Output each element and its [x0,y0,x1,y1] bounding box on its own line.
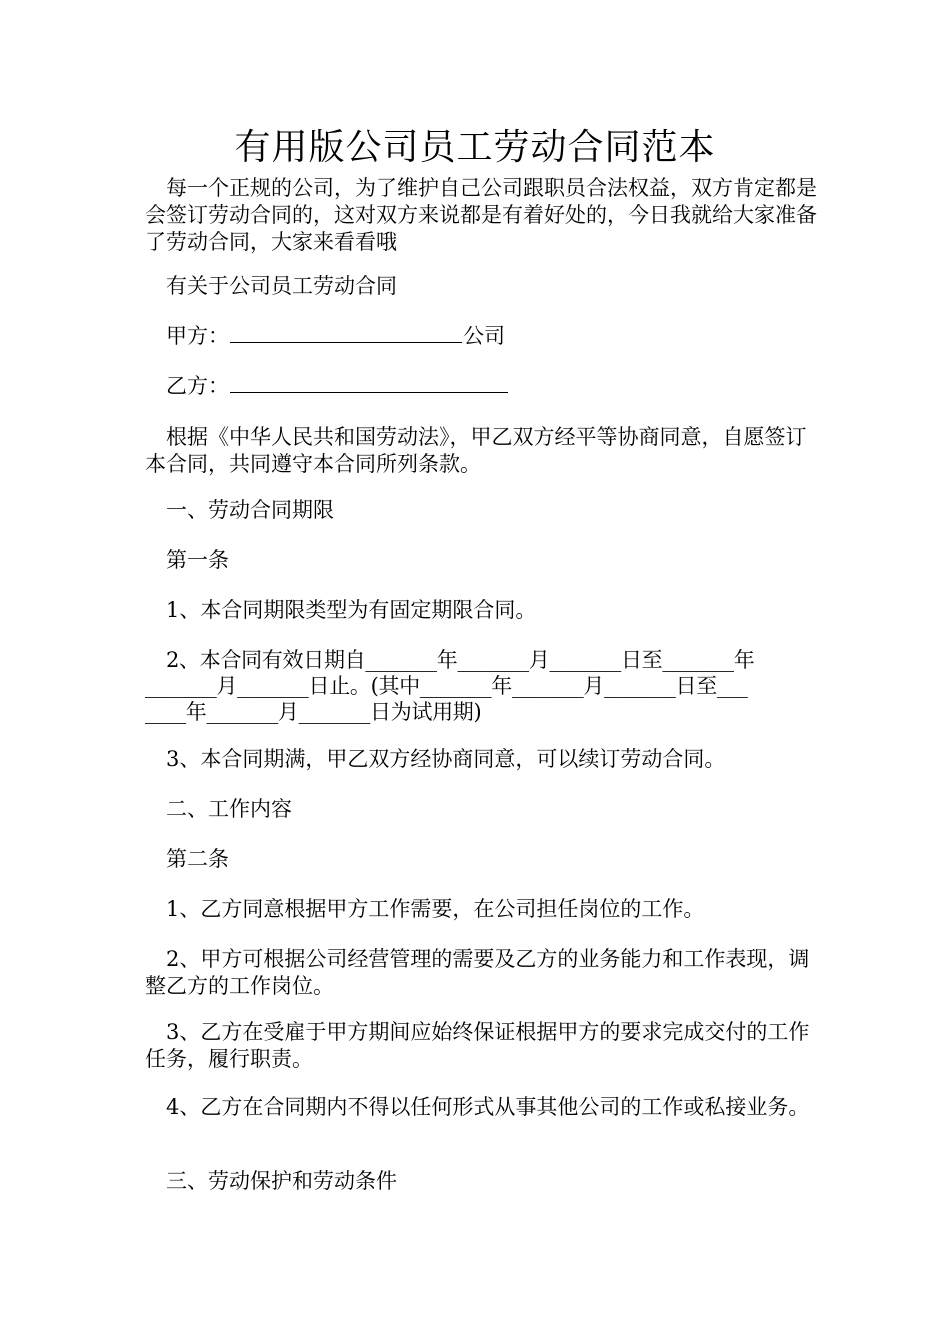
party-a-line [145,323,846,350]
article-2-item-4: 4、乙方在合同期内不得以任何形式从事其他公司的工作或私接业务。 [166,1095,810,1119]
contract-subtitle: 有关于公司员工劳动合同 [166,274,397,298]
article-1-item-2-line-1: 2、本合同有效日期自_______年_______月_______日至_______年 [166,648,755,672]
party-a-label: 甲方： [166,324,229,348]
party-b-line [145,373,846,400]
section-1-heading: 一、劳动合同期限 [166,498,334,522]
article-1-heading: 第一条 [166,548,229,572]
section-3-heading: 三、劳动保护和劳动条件 [166,1169,397,1193]
party-a-suffix: 公司 [463,324,505,348]
article-2-item-1: 1、乙方同意根据甲方工作需要，在公司担任岗位的工作。 [166,897,705,921]
party-a-blank [230,324,462,343]
article-1-item-1: 1、本合同期限类型为有固定期限合同。 [166,598,537,622]
section-2-heading: 二、工作内容 [166,797,292,821]
intro-paragraph: 每一个正规的公司，为了维护自己公司跟职员合法权益，双方肯定都是会签订劳动合同的，这对双方来说都是有着好处的，今日我就给大家准备了劳动合同，大家来看看哦 [145,176,817,254]
article-2-item-3: 3、乙方在受雇于甲方期间应始终保证根据甲方的要求完成交付的工作任务，履行职责。 [145,1020,810,1071]
article-1-item-3: 3、本合同期满，甲乙双方经协商同意，可以续订劳动合同。 [166,747,726,771]
article-2-item-2: 2、甲方可根据公司经营管理的需要及乙方的业务能力和工作表现，调整乙方的工作岗位。 [145,947,810,998]
article-1-item-2-line-3: ____年_______月_______日为试用期) [145,700,482,724]
basis-paragraph: 根据《中华人民共和国劳动法》，甲乙双方经平等协商同意，自愿签订本合同，共同遵守本合同所列条款。 [145,425,807,476]
article-2-heading: 第二条 [166,847,229,871]
party-b-blank [230,374,508,393]
document-title: 有用版公司员工劳动合同范本 [234,127,716,168]
party-b-label: 乙方： [166,374,229,398]
article-1-item-2-line-2: _______月_______日止。(其中_______年_______月_______日至___ [145,674,748,698]
